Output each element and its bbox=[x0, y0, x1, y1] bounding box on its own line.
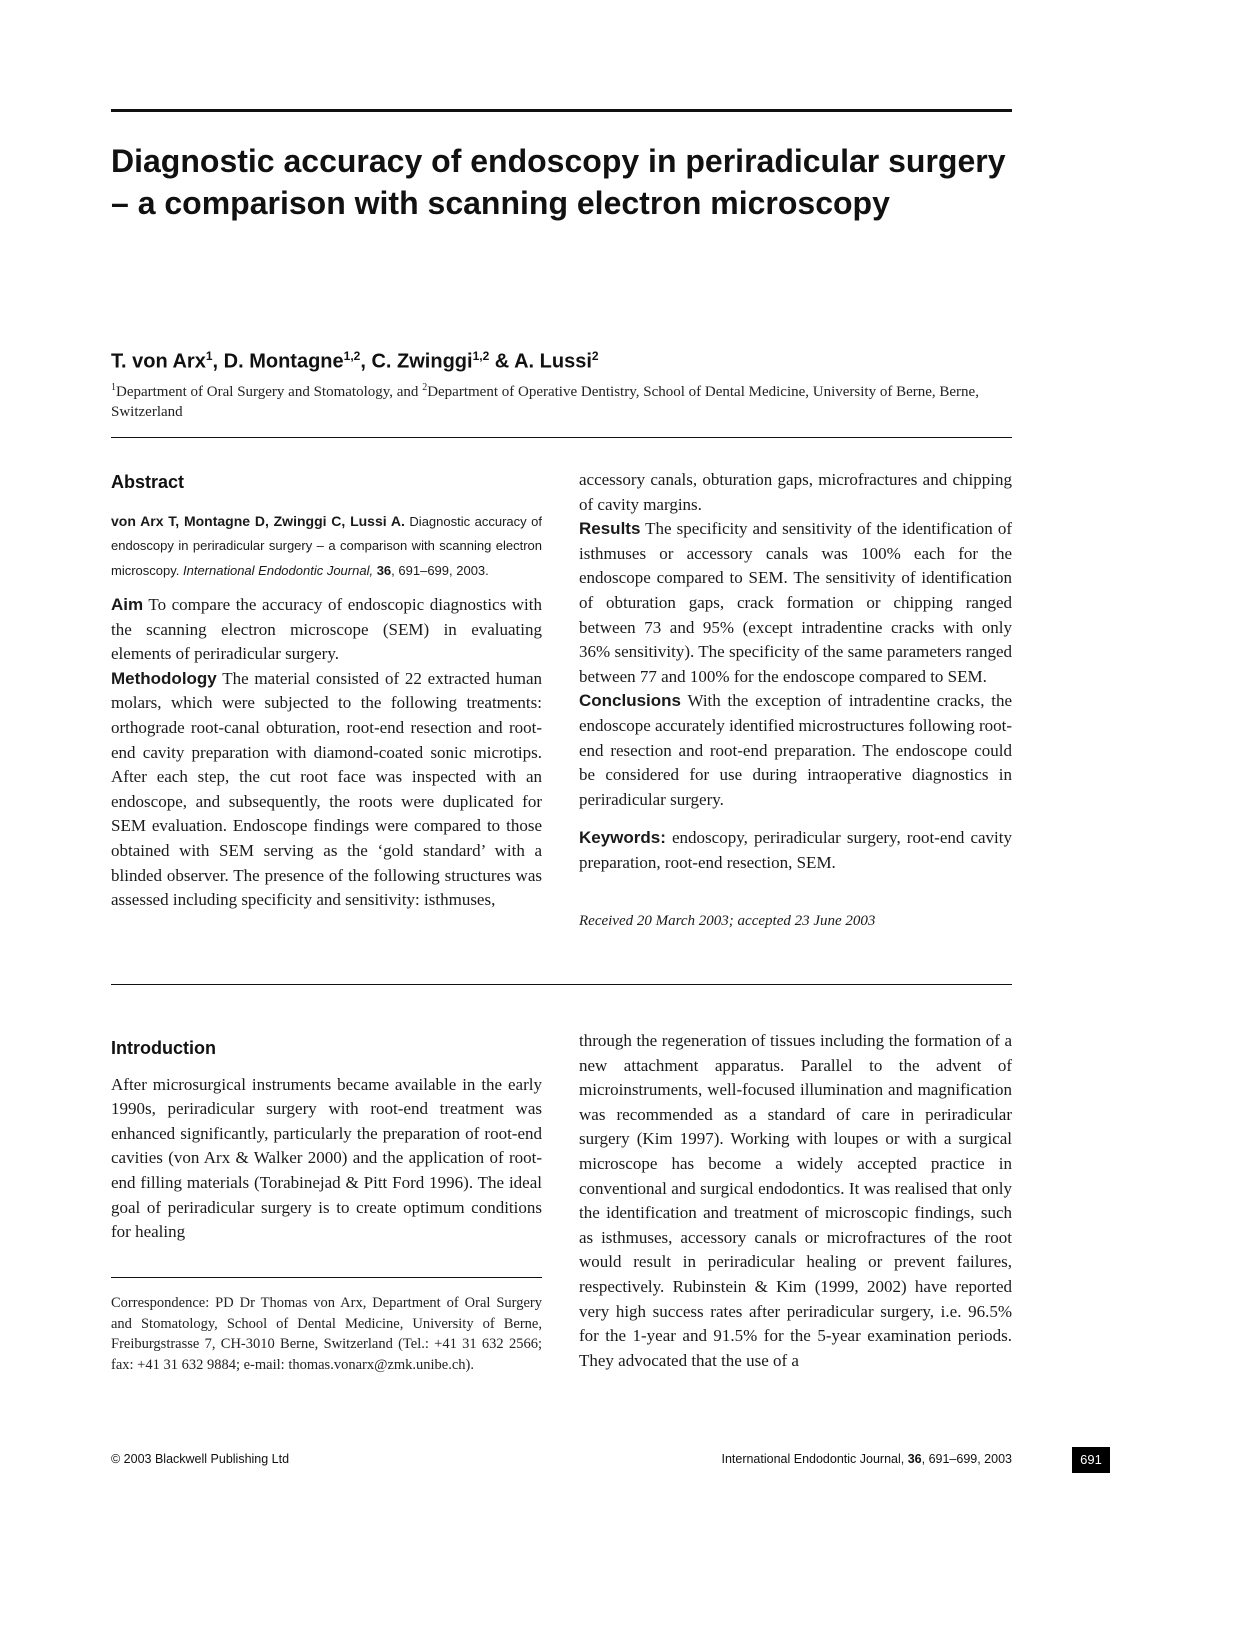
conclusions-paragraph bbox=[579, 689, 1012, 812]
introduction-text-continued: through the regeneration of tissues including the formation of a new attachment apparatus. Parallel to the advent of microinstruments, well-focused illumination and magnification was recommended as a standard of care in periradicular surgery (Kim 1997). Working with loupes or with a surgical microscope has become a widely accepted practice in conventional and surgical endodontics. It was realised that only the identification and treatment of microscopic findings, such as isthmuses, accessory canals or microfractures of the root would result in periradicular healing or prevent failures, respectively. Rubinstein & Kim (1999, 2002) have reported very high success rates after periradicular surgery, i.e. 96.5% for the 1-year and 91.5% for the 5-year examination periods. They advocated that the use of a bbox=[579, 1031, 1012, 1370]
footer-journal-name: International Endodontic Journal, bbox=[721, 1452, 908, 1466]
received-date: Received 20 March 2003; accepted 23 June 2003 bbox=[579, 912, 876, 929]
section-rule bbox=[111, 437, 1012, 438]
author-affiliation-sup: 2 bbox=[591, 349, 599, 363]
article-title: Diagnostic accuracy of endoscopy in periradicular surgery – a comparison with scanning electron microscopy bbox=[111, 143, 1006, 221]
author-name: C. Zwinggi bbox=[371, 350, 473, 373]
author-separator: , bbox=[212, 350, 224, 373]
footnote-rule bbox=[111, 1277, 542, 1278]
footer-pages: , 691–699, 2003 bbox=[921, 1452, 1012, 1466]
abstract-left-column bbox=[111, 470, 542, 913]
correspondence-footnote: Correspondence: PD Dr Thomas von Arx, Department of Oral Surgery and Stomatology, School of Dental Medicine, University of Berne, Freiburgstrasse 7, CH-3010 Berne, Switzerland (Tel.: +41 31 632 2566; fax: +41 31 632 9884; e-mail: thomas.vonarx@zmk.unibe.ch). bbox=[111, 1295, 542, 1373]
aim-label: Aim bbox=[111, 595, 144, 615]
citation bbox=[111, 509, 542, 584]
author-separator: & bbox=[489, 350, 515, 373]
section-rule bbox=[111, 984, 1012, 985]
introduction-heading: Introduction bbox=[111, 1038, 216, 1058]
introduction-left-column bbox=[111, 1036, 542, 1245]
introduction-right-column bbox=[579, 1029, 1012, 1373]
affiliation-sup: 2 bbox=[422, 382, 428, 393]
abstract-right-column bbox=[579, 468, 1012, 933]
author-affiliation-sup: 1,2 bbox=[472, 349, 490, 363]
author-name: T. von Arx bbox=[111, 350, 206, 373]
introduction-text: After microsurgical instruments became available in the early 1990s, periradicular surgery with root-end treatment was enhanced significantly, particularly the preparation of root-end cavities (von Arx & Walker 2000) and the application of root-end filling materials (Torabinejad & Pitt Ford 1996). The ideal goal of periradicular surgery is to create optimum conditions for healing bbox=[111, 1074, 542, 1242]
affiliation-text: Department of Operative Dentistry, School of Dental Medicine, University of Berne, Berne, Switzerland bbox=[111, 384, 979, 420]
keywords-label: Keywords: bbox=[579, 828, 666, 848]
citation-pages: , 691–699, 2003. bbox=[391, 562, 489, 578]
conclusions-label: Conclusions bbox=[579, 691, 682, 711]
methodology-continued: accessory canals, obturation gaps, microfractures and chipping of cavity margins. bbox=[579, 470, 1012, 514]
author-name: A. Lussi bbox=[514, 350, 592, 373]
author-list bbox=[111, 349, 1011, 374]
footer-copyright: © 2003 Blackwell Publishing Ltd bbox=[111, 1452, 290, 1466]
citation-text: Diagnostic accuracy of endoscopy in periradicular surgery – a comparison with scanning electron microscopy. bbox=[111, 513, 542, 578]
keywords-text: endoscopy, periradicular surgery, root-end cavity preparation, root-end resection, SEM. bbox=[579, 828, 1012, 872]
citation-journal: International Endodontic Journal, bbox=[183, 562, 374, 578]
aim-text: To compare the accuracy of endoscopic diagnostics with the scanning electron microscope (SEM) in evaluating elements of periradicular surgery. bbox=[111, 595, 542, 664]
affiliation-sup: 1 bbox=[111, 382, 116, 393]
author-affiliation-sup: 1,2 bbox=[343, 349, 361, 363]
citation-authors: von Arx T, Montagne D, Zwinggi C, Lussi A. bbox=[111, 512, 405, 529]
author-name: D. Montagne bbox=[223, 350, 344, 373]
author-affiliation-sup: 1 bbox=[205, 349, 213, 363]
methodology-paragraph bbox=[111, 667, 542, 913]
footer-journal bbox=[708, 1452, 1012, 1466]
affiliation-text: Department of Oral Surgery and Stomatology, and bbox=[116, 384, 423, 400]
methodology-text: The material consisted of 22 extracted human molars, which were subjected to the following treatments: orthograde root-canal obturation, root-end resection and root-end cavity preparation with diamond-coated sonic microtips. After each step, the cut root face was inspected with an endoscope, and subsequently, the roots were duplicated for SEM evaluation. Endoscope findings were compared to those obtained with SEM serving as the ‘gold standard’ with a blinded observer. The presence of the following structures was assessed including specificity and sensitivity: isthmuses, bbox=[111, 668, 542, 910]
author-separator: , bbox=[360, 350, 372, 373]
keywords-paragraph bbox=[579, 826, 1012, 875]
aim-paragraph bbox=[111, 593, 542, 667]
page-number-badge: 691 bbox=[1072, 1447, 1110, 1473]
footer-volume: 36 bbox=[907, 1452, 922, 1466]
results-paragraph bbox=[579, 517, 1012, 689]
abstract-heading: Abstract bbox=[111, 472, 185, 492]
top-rule bbox=[111, 109, 1012, 112]
conclusions-text: With the exception of intradentine cracks, the endoscope accurately identified microstructures following root-end resection and root-end preparation. The endoscope could be considered for use during intraoperative diagnostics in periradicular surgery. bbox=[579, 691, 1012, 809]
results-label: Results bbox=[579, 519, 641, 539]
methodology-label: Methodology bbox=[111, 668, 217, 688]
affiliations bbox=[111, 378, 1011, 422]
results-text: The specificity and sensitivity of the identification of isthmuses or accessory canals was 100% each for the endoscope compared to SEM. The sensitivity of identification of obturation gaps, crack formation or chipping ranged between 73 and 95% (except intradentine cracks with only 36% sensitivity). The specificity of the same parameters ranged between 77 and 100% for the endoscope compared to SEM. bbox=[579, 519, 1012, 686]
citation-volume: 36 bbox=[376, 562, 392, 578]
